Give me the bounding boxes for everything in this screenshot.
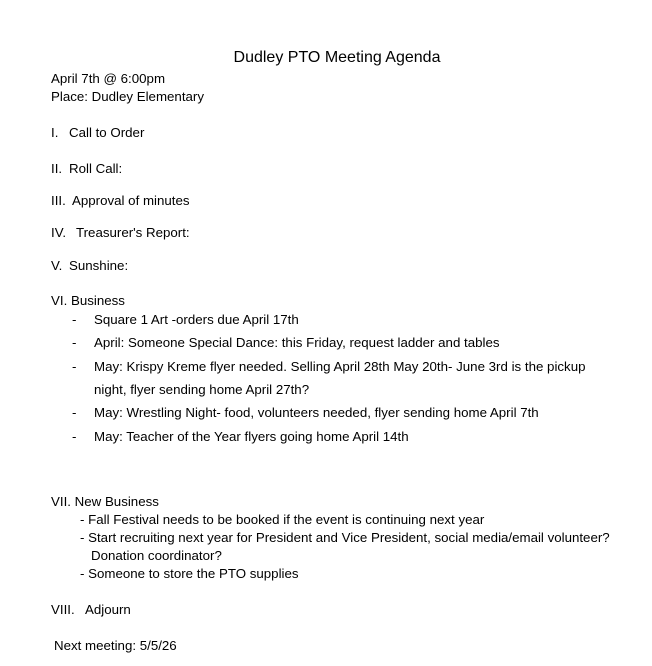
- list-item: Square 1 Art -orders due April 17th: [94, 312, 299, 327]
- page-title: Dudley PTO Meeting Agenda: [233, 49, 441, 66]
- bullet-dash: -: [72, 335, 77, 350]
- section-numeral: I.: [51, 125, 59, 140]
- meeting-date: April 7th @ 6:00pm: [51, 71, 166, 86]
- section-numeral: II.: [51, 161, 63, 176]
- list-item: - Start recruiting next year for President and Vice President, social media/email volunteer?: [80, 530, 610, 545]
- bullet-dash: -: [72, 429, 77, 444]
- section-numeral: VIII.: [51, 602, 75, 617]
- section-numeral: III.: [51, 193, 66, 208]
- section-numeral: IV.: [51, 225, 67, 240]
- section-label: Treasurer's Report:: [76, 225, 190, 240]
- list-item: May: Teacher of the Year flyers going home April 14th: [94, 429, 409, 444]
- section-heading: VII. New Business: [51, 494, 159, 509]
- bullet-dash: -: [72, 359, 77, 374]
- section-heading: VI. Business: [51, 293, 125, 308]
- list-item: - Fall Festival needs to be booked if the event is continuing next year: [80, 512, 485, 527]
- section-label: Call to Order: [69, 125, 145, 140]
- section-numeral: V.: [51, 258, 63, 273]
- section-label: Roll Call:: [69, 161, 123, 176]
- bullet-dash: -: [72, 312, 77, 327]
- section-label: Adjourn: [85, 602, 131, 617]
- section-label: Sunshine:: [69, 258, 129, 273]
- meeting-place: Place: Dudley Elementary: [51, 89, 204, 104]
- list-item: - Someone to store the PTO supplies: [80, 566, 299, 581]
- list-item: May: Wrestling Night- food, volunteers needed, flyer sending home April 7th: [94, 405, 539, 420]
- list-item: April: Someone Special Dance: this Friday, request ladder and tables: [94, 335, 500, 350]
- list-item-continuation: night, flyer sending home April 27th?: [94, 382, 310, 397]
- next-meeting: Next meeting: 5/5/26: [54, 638, 177, 653]
- list-item-continuation: Donation coordinator?: [91, 548, 222, 563]
- section-label: Approval of minutes: [72, 193, 190, 208]
- list-item: May: Krispy Kreme flyer needed. Selling April 28th May 20th- June 3rd is the pickup: [94, 359, 586, 374]
- bullet-dash: -: [72, 405, 77, 420]
